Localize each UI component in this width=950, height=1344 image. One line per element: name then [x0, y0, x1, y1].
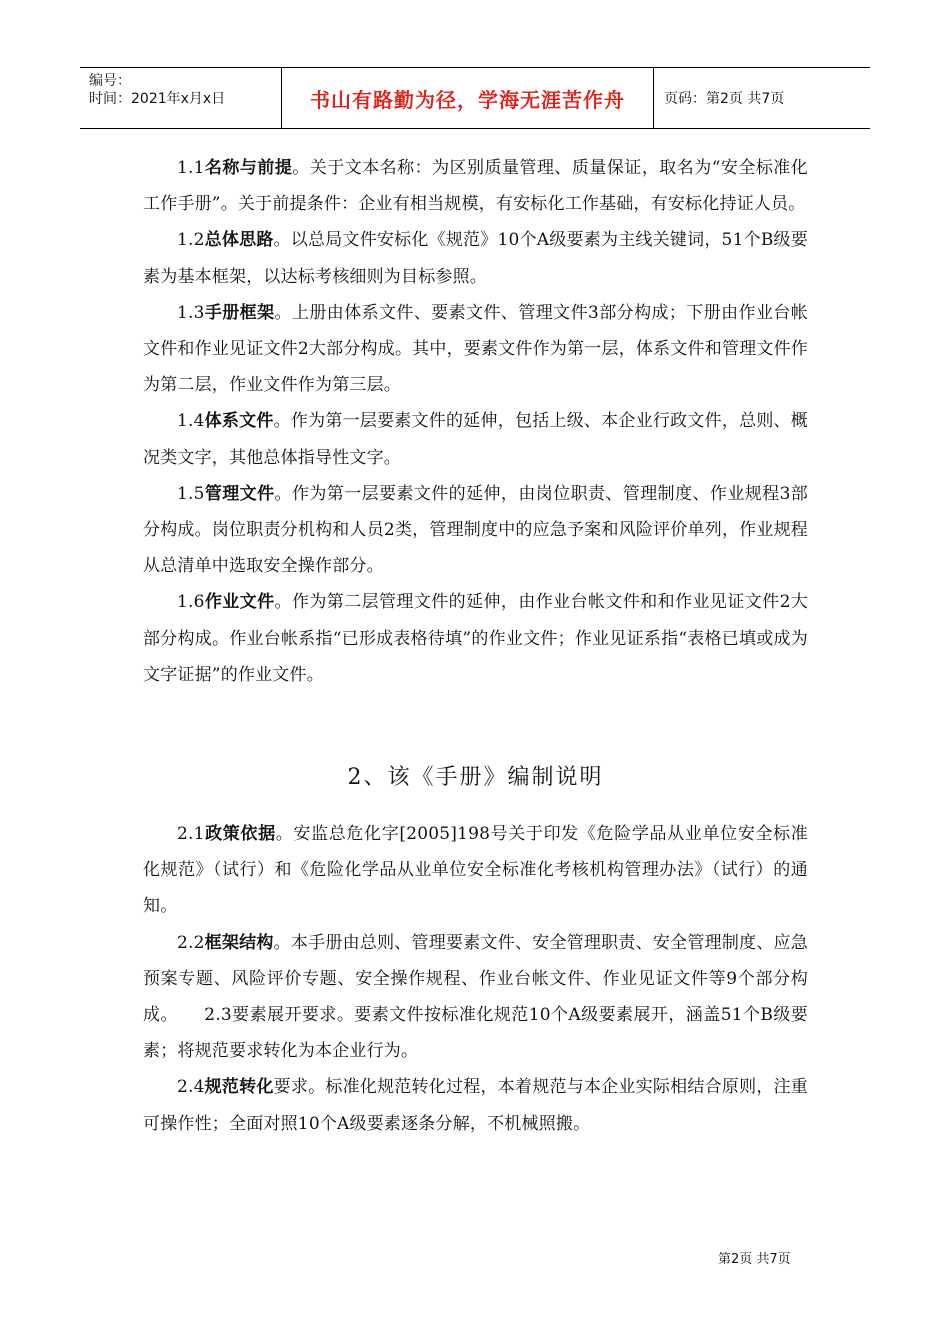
page-header [80, 67, 870, 129]
clause-keyword: 政策依据 [204, 824, 276, 845]
clause-text: 。本手册由总则、管理要素文件、安全管理职责、安全管理制度、应急预案专题、风险评价专题、安全操作规程、作业台帐文件、作业见证文件等9个部分构成。 2.3要素展开要求。要素文件按标准化规范10个A级要素展开，涵盖51个B级要素；将规范要求转化为本企业行为。 [143, 932, 808, 1062]
clause-keyword: 作业文件 [204, 592, 275, 613]
clause-number: 1.3 [177, 302, 205, 323]
clause-text: 。作为第一层要素文件的延伸，由岗位职责、管理制度、作业规程3部分构成。岗位职责分机构和人员2类，管理制度中的应急予案和风险评价单列，作业规程从总清单中选取安全操作部分。 [143, 483, 809, 577]
paragraph [143, 584, 808, 693]
clause-text: 要求。标准化规范转化过程，本着规范与本企业实际相结合原则，注重可操作性；全面对照10个A级要素逐条分解，不机械照搬。 [143, 1077, 808, 1134]
clause-number: 1.2 [177, 230, 205, 251]
section-heading: 2、该《手册》编制说明 [347, 765, 604, 791]
paragraph [143, 150, 808, 222]
clause-keyword: 管理文件 [204, 483, 275, 504]
paragraph [143, 295, 808, 404]
clause-keyword: 总体思路 [204, 230, 274, 251]
header-page-cell [654, 68, 870, 128]
clause-keyword: 手册框架 [204, 302, 275, 323]
page-footer: 第2页 共7页 [718, 1252, 791, 1267]
clause-number: 1.5 [177, 483, 205, 504]
doc-time-label: 时间：2021年x月x日 [89, 91, 226, 107]
clause-number: 1.4 [177, 411, 205, 432]
clause-text: 。作为第一层要素文件的延伸，包括上级、本企业行政文件，总则、概况类文字，其他总体指导性文字。 [143, 411, 808, 468]
header-motto-cell [282, 68, 654, 128]
clause-number: 1.6 [177, 592, 205, 613]
clause-number: 1.1 [177, 158, 205, 178]
clause-keyword: 体系文件 [204, 411, 274, 432]
paragraph [143, 816, 808, 925]
header-meta [80, 68, 282, 128]
paragraph [143, 1069, 808, 1141]
clause-keyword: 名称与前提 [204, 158, 293, 178]
clause-text: 。作为第二层管理文件的延伸，由作业台帐文件和和作业见证文件2大部分构成。作业台帐系指“已形成表格待填”的作业文件；作业见证系指“表格已填或成为文字证据”的作业文件。 [143, 592, 809, 685]
clause-text: 。关于文本名称：为区别质量管理、质量保证，取名为“安全标准化工作手册”。关于前提条件：企业有相当规模，有安标化工作基础，有安标化持证人员。 [143, 158, 808, 215]
clause-number: 2.4 [177, 1077, 205, 1098]
clause-text: 。以总局文件安标化《规范》10个A级要素为主线关键词，51个B级要素为基本框架，以达标考核细则为目标参照。 [143, 230, 808, 287]
paragraph [143, 925, 808, 1070]
document-body [143, 150, 808, 1142]
clause-number: 2.2 [177, 932, 205, 953]
clause-text: 。安监总危化字[2005]198号关于印发《危险学品从业单位安全标准化规范》（试行）和《危险化学品从业单位安全标准化考核机构管理办法》（试行）的通知。 [143, 824, 808, 917]
paragraph [143, 222, 808, 294]
doc-number-label: 编号： [89, 73, 131, 89]
clause-keyword: 规范转化 [204, 1077, 274, 1098]
clause-keyword: 框架结构 [204, 932, 274, 953]
paragraph [143, 403, 808, 475]
clause-text: 。上册由体系文件、要素文件、管理文件3部分构成；下册由作业台帐文件和作业见证文件2大部分构成。其中，要素文件作为第一层，体系文件和管理文件作为第二层，作业文件作为第三层。 [143, 302, 809, 396]
clause-number: 2.1 [177, 824, 205, 845]
header-motto: 书山有路勤为径，学海无涯苦作舟 [310, 87, 625, 112]
paragraph [143, 476, 808, 585]
header-page-number: 页码：第2页 共7页 [664, 91, 785, 107]
